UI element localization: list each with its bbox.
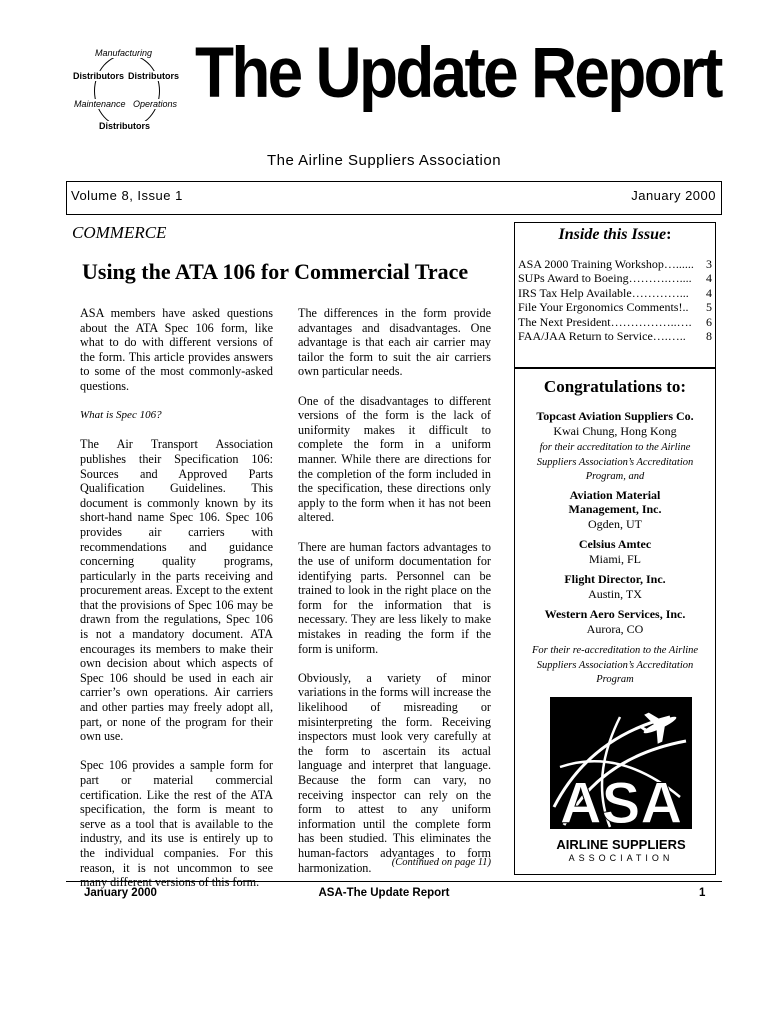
association-logo: [70, 48, 182, 134]
toc-item[interactable]: [518, 257, 712, 271]
toc-item-page: 6: [706, 314, 712, 329]
section-label: COMMERCE: [72, 223, 167, 242]
accreditation-note: for their accreditation to the Airline Suppliers Association’s Accreditation Program, and: [536, 442, 694, 482]
asa-logo: [550, 697, 692, 865]
article-paragraph: The differences in the form provide advantages and disadvantages. One advantage is that each air carrier may tailor the form to suit the air carriers own particular needs.: [298, 306, 491, 379]
reaccreditation-note: For their re-accreditation to the Airline Suppliers Association’s Accreditation Program: [531, 645, 699, 685]
congrats-org: Western Aero Services, Inc.: [544, 607, 686, 621]
toc-item-title: IRS Tax Help Available: [518, 285, 632, 300]
logo-label-manufacturing: Manufacturing: [95, 48, 153, 58]
toc-item-title: FAA/JAA Return to Service: [518, 329, 653, 344]
congrats-org: Flight Director, Inc.: [564, 572, 666, 586]
article-headline: Using the ATA 106 for Commercial Trace: [82, 259, 469, 284]
toc-item-dots: …………...: [631, 285, 689, 300]
logo-label-distributors-bottom: Distributors: [99, 121, 151, 131]
toc-item-dots: ….…..: [652, 329, 686, 344]
congrats-location: Miami, FL: [588, 551, 641, 566]
article-question: What is Spec 106?: [80, 409, 162, 422]
logo-label-distributors-right: Distributors: [128, 71, 180, 81]
logo-label-distributors-left: Distributors: [73, 71, 125, 81]
congrats-location: Kwai Chung, Hong Kong: [553, 423, 677, 438]
asa-logo-line1: AIRLINE SUPPLIERS: [556, 837, 686, 852]
congrats-org: Aviation Material Management, Inc.: [568, 487, 662, 516]
toc-item-page: 4: [706, 285, 712, 300]
toc-item[interactable]: [518, 300, 712, 314]
toc-item-title: ASA 2000 Training Workshop: [518, 257, 664, 271]
toc-item-page: 8: [706, 329, 712, 344]
toc-item-title: The Next President: [518, 314, 611, 329]
org-list: [515, 488, 715, 637]
toc-item-title: SUPs Award to Boeing: [518, 271, 629, 286]
footer-publication: ASA-The Update Report: [318, 887, 450, 899]
congratulations-box: [514, 368, 716, 875]
congrats-org: Celsius Amtec: [578, 537, 652, 551]
article-column-2: [298, 306, 491, 890]
article-paragraph: Spec 106 provides a sample form for part or material commercial certification. Like the rest of the ATA specification, the form is meant to serve as a tool that is available to the industry, and its use is entirely up to the individual companies. For this reason, it is not uncommon to see many different versions of this form.: [80, 758, 273, 890]
toc-item[interactable]: [518, 271, 712, 285]
toc-item-page: 4: [706, 271, 712, 286]
volume-issue: Volume 8, Issue 1: [71, 188, 183, 203]
toc-item-page: 3: [706, 257, 712, 271]
article-paragraph: There are human factors advantages to the use of uniform documentation for identifying parts. Personnel can be trained to look in the right place on the form for the information that is necessary. They are less likely to make mistakes in reading the form if the form is uniform.: [298, 539, 491, 656]
congrats-org: Topcast Aviation Suppliers Co.: [536, 409, 694, 423]
congrats-location: Aurora, CO: [586, 621, 644, 636]
article-paragraph: Obviously, a variety of minor variations in the forms will increase the likelihood of misreading or misinterpreting the form. Receiving inspectors must look very carefully at the form to ascertain its actual language and interpret that language. Because the form can vary, no receiving inspector can rely on the form to attest to any uniform information until the complete form has been studied. This eliminates the human-factors advantages to form harmonization.: [298, 670, 491, 875]
footer-rule: [66, 881, 722, 882]
inside-title-text: Inside this Issue: [558, 226, 667, 243]
toc-item[interactable]: [518, 329, 712, 343]
toc-item-dots: ……………..….: [610, 314, 692, 329]
article-paragraph: ASA members have asked questions about the ATA Spec 106 form, like what to do with different versions of the form. This article provides answers to some of the most commonly-asked questions.: [80, 306, 273, 393]
volume-bar: [66, 181, 722, 215]
congrats-location: Ogden, UT: [588, 516, 642, 531]
article-column-1: [80, 306, 273, 904]
toc-item-dots: ……….…....: [628, 271, 692, 286]
masthead-subtitle: The Airline Suppliers Association: [266, 152, 502, 169]
inside-this-issue-box: [514, 222, 716, 368]
toc-item-page: 5: [706, 300, 712, 315]
asa-letters: ASA: [559, 771, 683, 836]
logo-label-maintenance: Maintenance: [74, 99, 126, 109]
page-number: 1: [699, 887, 706, 899]
continued-note: (Continued on page 11): [391, 857, 491, 868]
toc-item-dots: ..: [682, 300, 689, 315]
footer-date: January 2000: [84, 887, 157, 899]
asa-logo-line2: ASSOCIATION: [568, 853, 674, 863]
issue-date: January 2000: [631, 188, 716, 203]
toc-item-dots: …......: [663, 257, 694, 271]
masthead-title: The Update Report: [195, 34, 721, 113]
congrats-location: Austin, TX: [588, 586, 642, 601]
congrats-title: Congratulations to:: [543, 377, 687, 396]
toc-item[interactable]: [518, 315, 712, 329]
article-paragraph: One of the disadvantages to different versions of the form is the lack of uniformity makes it difficult to complete the form in a uniform manner. While there are directions for the completion of the form included in the specification, these directions only apply to the form when it has not been altered.: [298, 393, 491, 525]
toc-item[interactable]: [518, 286, 712, 300]
logo-circle: [94, 54, 160, 128]
logo-label-operations: Operations: [133, 99, 178, 109]
toc-list: [515, 257, 715, 343]
inside-title: [515, 226, 715, 244]
toc-item-title: File Your Ergonomics Comments!: [518, 300, 683, 315]
article-paragraph: The Air Transport Association publishes their Specification 106: Sources and Approved Parts Qualification Guidelines. This document is commonly known by its short-hand name Spec 106. Spec 106 provides air carriers with recommendations and guidance concerning quality programs, particularly in the parts receiving and procurement areas. Except to the extent that the provisions of Spec 106 may be drawn from the regulations, Spec 106 is not a mandatory document. ATA encourages its members to make their own decision about which aspects of Spec 106 should be used in each air carrier’s own operations. Air carriers and other parties may freely adopt all, part, or none of the program for their own use.: [80, 437, 273, 744]
inside-title-colon: :: [666, 226, 672, 243]
